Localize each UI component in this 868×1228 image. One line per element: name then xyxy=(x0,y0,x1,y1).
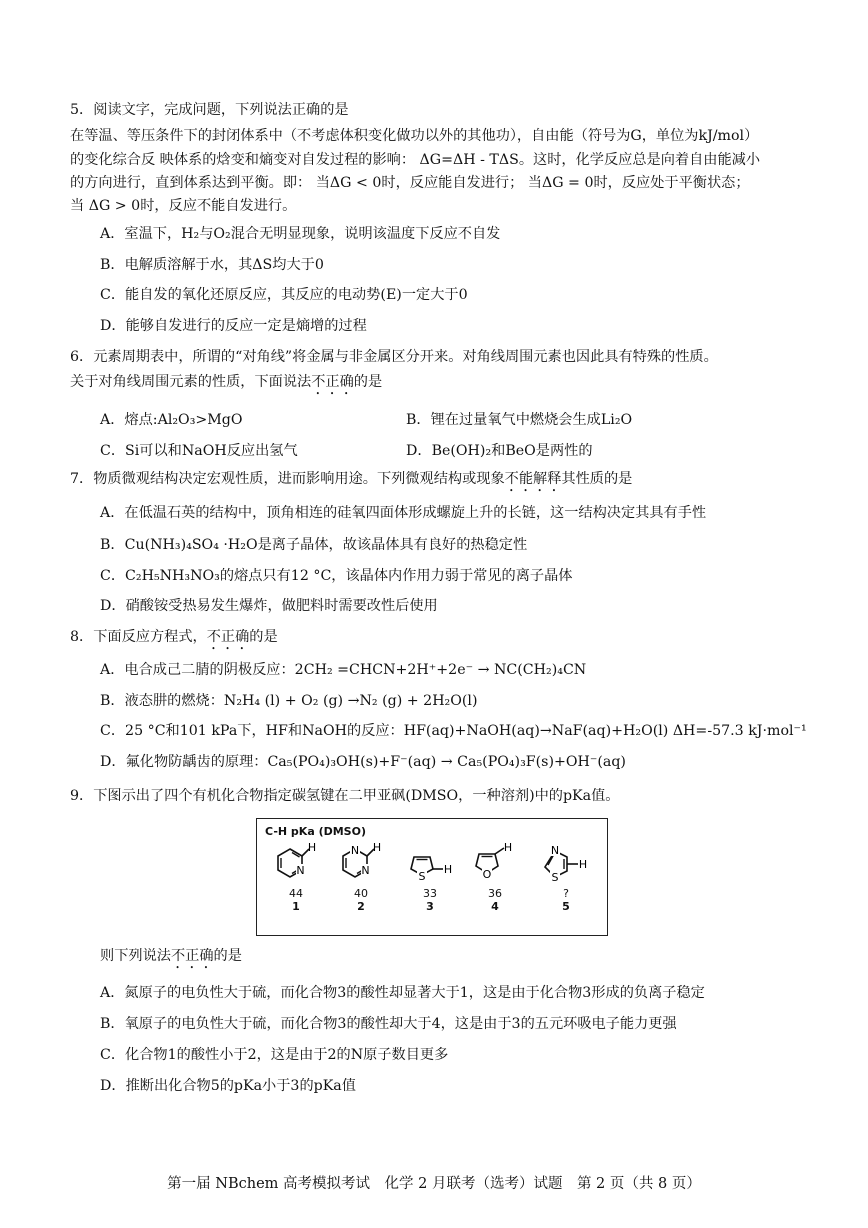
compound-2-pka: 40 xyxy=(354,887,368,900)
compound-3 xyxy=(399,843,461,913)
h-label: H xyxy=(503,843,513,854)
thiophene-structure xyxy=(403,843,457,887)
atom-label: S xyxy=(418,870,426,883)
h-label: H xyxy=(307,843,317,854)
q9-option-c: C．化合物1的酸性小于2，这是由于2的N原子数目更多 xyxy=(100,1047,449,1063)
q7-emphasis: 不能解释 xyxy=(504,471,562,487)
q7-option-a: A．在低温石英的结构中，顶角相连的硅氧四面体形成螺旋上升的长链，这一结构决定其具有手性 xyxy=(100,505,707,521)
q5-option-d: D．能够自发进行的反应一定是熵增的过程 xyxy=(100,318,367,334)
compound-3-number: 3 xyxy=(426,900,434,913)
q9-question-end: 的是 xyxy=(213,948,242,964)
h-label: H xyxy=(443,863,453,876)
q9-stem: 9．下图示出了四个有机化合物指定碳氢键在二甲亚砜(DMSO，一种溶剂)中的pKa值。 xyxy=(70,788,620,804)
pyrimidine-structure xyxy=(337,843,385,887)
q8-emphasis: 不正确 xyxy=(206,629,250,645)
atom-label: N xyxy=(350,844,360,857)
compound-4-number: 4 xyxy=(491,900,499,913)
q8-option-d: D．氟化物防龋齿的原理：Ca₅(PO₄)₃OH(s)+F⁻(aq) → Ca₅(PO₄)₃F(s)+OH⁻(aq) xyxy=(100,754,626,770)
q7-option-c: C．C₂H₅NH₃NO₃的熔点只有12 °C，该晶体内作用力弱于常见的离子晶体 xyxy=(100,568,573,584)
q8-option-b: B．液态肼的燃烧：N₂H₄ (l) + O₂ (g) →N₂ (g) + 2H₂O(l) xyxy=(100,693,478,709)
pka-figure xyxy=(256,818,608,936)
compound-2 xyxy=(330,843,392,913)
q7-stem-text: 7．物质微观结构决定宏观性质，进而影响用途。下列微观结构或现象 xyxy=(70,471,505,487)
q9-emphasis: 不正确 xyxy=(170,948,214,964)
q6-stem-end: 的是 xyxy=(353,374,383,390)
q5-passage-line-1: 在等温、等压条件下的封闭体系中（不考虑体积变化做功以外的其他功），自由能（符号为G，单位为kJ/mol） xyxy=(70,128,759,144)
q8-stem-text: 8．下面反应方程式， xyxy=(70,629,207,645)
q5-option-b: B．电解质溶解于水，其ΔS均大于0 xyxy=(100,257,324,273)
pyridine-structure xyxy=(272,843,320,887)
thiazole-structure xyxy=(538,843,594,887)
compound-3-pka: 33 xyxy=(423,887,437,900)
compound-4-pka: 36 xyxy=(488,887,502,900)
q7-stem xyxy=(70,469,632,495)
h-label: H xyxy=(578,858,588,871)
q5-passage-line-4: 当 ΔG > 0时，反应不能自发进行。 xyxy=(70,198,297,214)
atom-label: N xyxy=(361,864,370,877)
q5-option-c: C．能自发的氧化还原反应，其反应的电动势(E)一定大于0 xyxy=(100,287,468,303)
compound-4 xyxy=(464,843,526,913)
compound-1-number: 1 xyxy=(292,900,300,913)
q6-option-b: B．锂在过量氧气中燃烧会生成Li₂O xyxy=(406,412,633,428)
q6-emphasis: 不正确 xyxy=(311,374,354,390)
atom-label: S xyxy=(551,871,559,884)
q7-option-d: D．硝酸铵受热易发生爆炸，做肥料时需要改性后使用 xyxy=(100,598,438,614)
compound-5 xyxy=(535,843,597,913)
q6-stem-line-1: 6．元素周期表中，所谓的“对角线”将金属与非金属区分开来。对角线周围元素也因此具有特殊的性质。 xyxy=(70,349,718,365)
q8-option-a: A．电合成己二腈的阴极反应：2CH₂ =CHCN+2H⁺+2e⁻ → NC(CH₂)₄CN xyxy=(100,662,587,678)
furan-structure xyxy=(468,843,522,887)
q8-option-c: C．25 °C和101 kPa下，HF和NaOH的反应：HF(aq)+NaOH(aq)→NaF(aq)+H₂O(l) ΔH=-57.3 kJ·mol⁻¹ xyxy=(100,723,807,739)
q5-option-a: A．室温下，H₂与O₂混合无明显现象，说明该温度下反应不自发 xyxy=(100,226,501,242)
q5-stem: 5．阅读文字，完成问题，下列说法正确的是 xyxy=(70,102,349,118)
h-label: H xyxy=(372,843,382,854)
q9-option-d: D．推断出化合物5的pKa小于3的pKa值 xyxy=(100,1078,356,1094)
q6-option-d: D．Be(OH)₂和BeO是两性的 xyxy=(406,443,593,459)
page-footer: 第一届 NBchem 高考模拟考试 化学 2 月联考（选考）试题 第 2 页（共 8 页） xyxy=(167,1176,701,1192)
figure-title: C-H pKa (DMSO) xyxy=(265,825,366,838)
q9-option-a: A．氮原子的电负性大于硫，而化合物3的酸性却显著大于1，这是由于化合物3形成的负离子稳定 xyxy=(100,985,705,1001)
q7-stem-end: 其性质的是 xyxy=(561,471,633,487)
q9-option-b: B．氧原子的电负性大于硫，而化合物3的酸性却大于4，这是由于3的五元环吸电子能力更强 xyxy=(100,1016,677,1032)
q9-question xyxy=(100,946,242,972)
compound-2-number: 2 xyxy=(357,900,365,913)
atom-label: O xyxy=(482,868,492,881)
q8-stem xyxy=(70,627,278,653)
atom-label: N xyxy=(550,844,560,857)
q5-passage-line-3: 的方向进行，直到体系达到平衡。即： 当ΔG < 0时，反应能自发进行； 当ΔG = 0时，反应处于平衡状态； xyxy=(70,175,750,191)
compound-1-pka: 44 xyxy=(289,887,303,900)
atom-label: N xyxy=(296,864,305,877)
q9-question-text: 则下列说法 xyxy=(100,948,171,964)
q7-option-b: B．Cu(NH₃)₄SO₄ ·H₂O是离子晶体，故该晶体具有良好的热稳定性 xyxy=(100,537,528,553)
q8-stem-end: 的是 xyxy=(249,629,278,645)
q6-option-a: A．熔点:Al₂O₃>MgO xyxy=(100,412,243,428)
compound-1 xyxy=(265,843,327,913)
q6-stem-line-2 xyxy=(70,372,382,398)
compound-5-number: 5 xyxy=(562,900,570,913)
q6-option-c: C．Si可以和NaOH反应出氢气 xyxy=(100,443,298,459)
q6-stem-text: 关于对角线周围元素的性质，下面说法 xyxy=(70,374,312,390)
q5-passage-line-2: 的变化综合反 映体系的焓变和熵变对自发过程的影响： ΔG=ΔH - TΔS。这时，化学反应总是向着自由能减小 xyxy=(70,152,761,168)
compound-5-pka: ? xyxy=(563,887,569,900)
